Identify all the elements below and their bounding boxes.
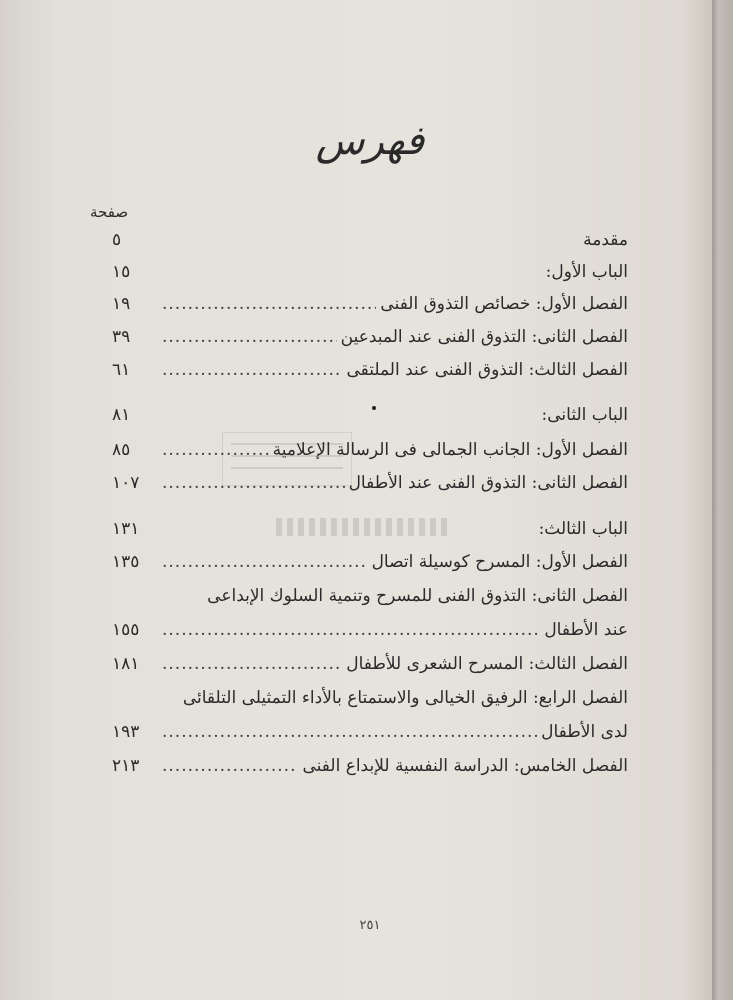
- toc-row: [112, 262, 628, 292]
- page-title: فهرس: [315, 118, 425, 164]
- toc-page-number: ٣٩: [112, 327, 131, 347]
- leader-dots: [162, 473, 345, 493]
- toc-entry-label: الفصل الأول: المسرح كوسيلة اتصال: [371, 552, 628, 572]
- toc-row: [112, 230, 628, 260]
- toc-row: [112, 552, 628, 582]
- page-number: ٢٥١: [359, 918, 381, 933]
- toc-entry-label: عند الأطفال: [544, 620, 628, 640]
- toc-entry-label: الفصل الثانى: التذوق الفنى عند المبدعين: [340, 327, 628, 347]
- toc-page-number: ٢١٣: [112, 756, 140, 776]
- toc-entry-label: الباب الثانى:: [541, 405, 628, 425]
- toc-row: [112, 756, 628, 786]
- toc-page-number: ٦١: [112, 360, 131, 380]
- toc-entry-label: الفصل الخامس: الدراسة النفسية للإبداع الفنى: [302, 756, 628, 776]
- toc-row: [112, 440, 628, 470]
- toc-page-number: ١٩: [112, 294, 131, 314]
- toc-entry-label: لدى الأطفال: [541, 722, 628, 742]
- toc-entry-label: الفصل الأول: خصائص التذوق الفنى: [380, 294, 628, 314]
- toc-page-number: ١٣٥: [112, 552, 140, 572]
- toc-entry-label: الفصل الثالث: المسرح الشعرى للأطفال: [346, 654, 628, 674]
- toc-row: [112, 586, 628, 616]
- toc-row: [112, 654, 628, 684]
- toc-entry-label: الفصل الثانى: التذوق الفنى للمسرح وتنمية السلوك الإبداعى: [207, 586, 628, 606]
- toc-row: [112, 360, 628, 390]
- toc-page-number: ١٩٣: [112, 722, 140, 742]
- leader-dots: [162, 620, 540, 640]
- toc-entry-label: الفصل الثانى: التذوق الفنى عند الأطفال: [348, 473, 628, 493]
- next-page-edge: [712, 0, 733, 1000]
- toc-entry-label: الفصل الرابع: الرفيق الخيالى والاستمتاع بالأداء التمثيلى التلقائى: [182, 688, 628, 708]
- page-column-header: صفحة: [90, 203, 129, 221]
- leader-dots: [162, 440, 269, 460]
- toc-page-number: ١٣١: [112, 519, 140, 539]
- toc-entry-label: الفصل الأول: الجانب الجمالى فى الرسالة الإعلامية: [272, 440, 628, 460]
- leader-dots: [162, 360, 342, 380]
- toc-page-number: ١٨١: [112, 654, 140, 674]
- toc-page-number: ١٥٥: [112, 620, 140, 640]
- leader-dots: [162, 756, 298, 776]
- toc-page-number: ٨١: [112, 405, 131, 425]
- toc-row: [112, 519, 628, 549]
- toc-page-number: ١٠٧: [112, 473, 140, 493]
- toc-row: [112, 620, 628, 650]
- toc-entry-label: مقدمة: [583, 230, 628, 250]
- leader-dots: [162, 552, 368, 572]
- toc-row: [112, 405, 628, 435]
- toc-entry-label: الباب الأول:: [545, 262, 628, 282]
- toc-page-number: ٥: [112, 230, 122, 250]
- toc-row: [112, 294, 628, 324]
- leader-dots: [162, 654, 342, 674]
- toc-page-number: ٨٥: [112, 440, 131, 460]
- toc-page-number: ١٥: [112, 262, 131, 282]
- toc-row: [112, 688, 628, 718]
- toc-row: [112, 722, 628, 752]
- toc-entry-label: الباب الثالث:: [538, 519, 628, 539]
- toc-entry-label: الفصل الثالث: التذوق الفنى عند الملتقى: [346, 360, 628, 380]
- leader-dots: [162, 294, 376, 314]
- toc-row: [112, 327, 628, 357]
- leader-dots: [162, 722, 537, 742]
- leader-dots: [162, 327, 337, 347]
- toc-row: [112, 473, 628, 503]
